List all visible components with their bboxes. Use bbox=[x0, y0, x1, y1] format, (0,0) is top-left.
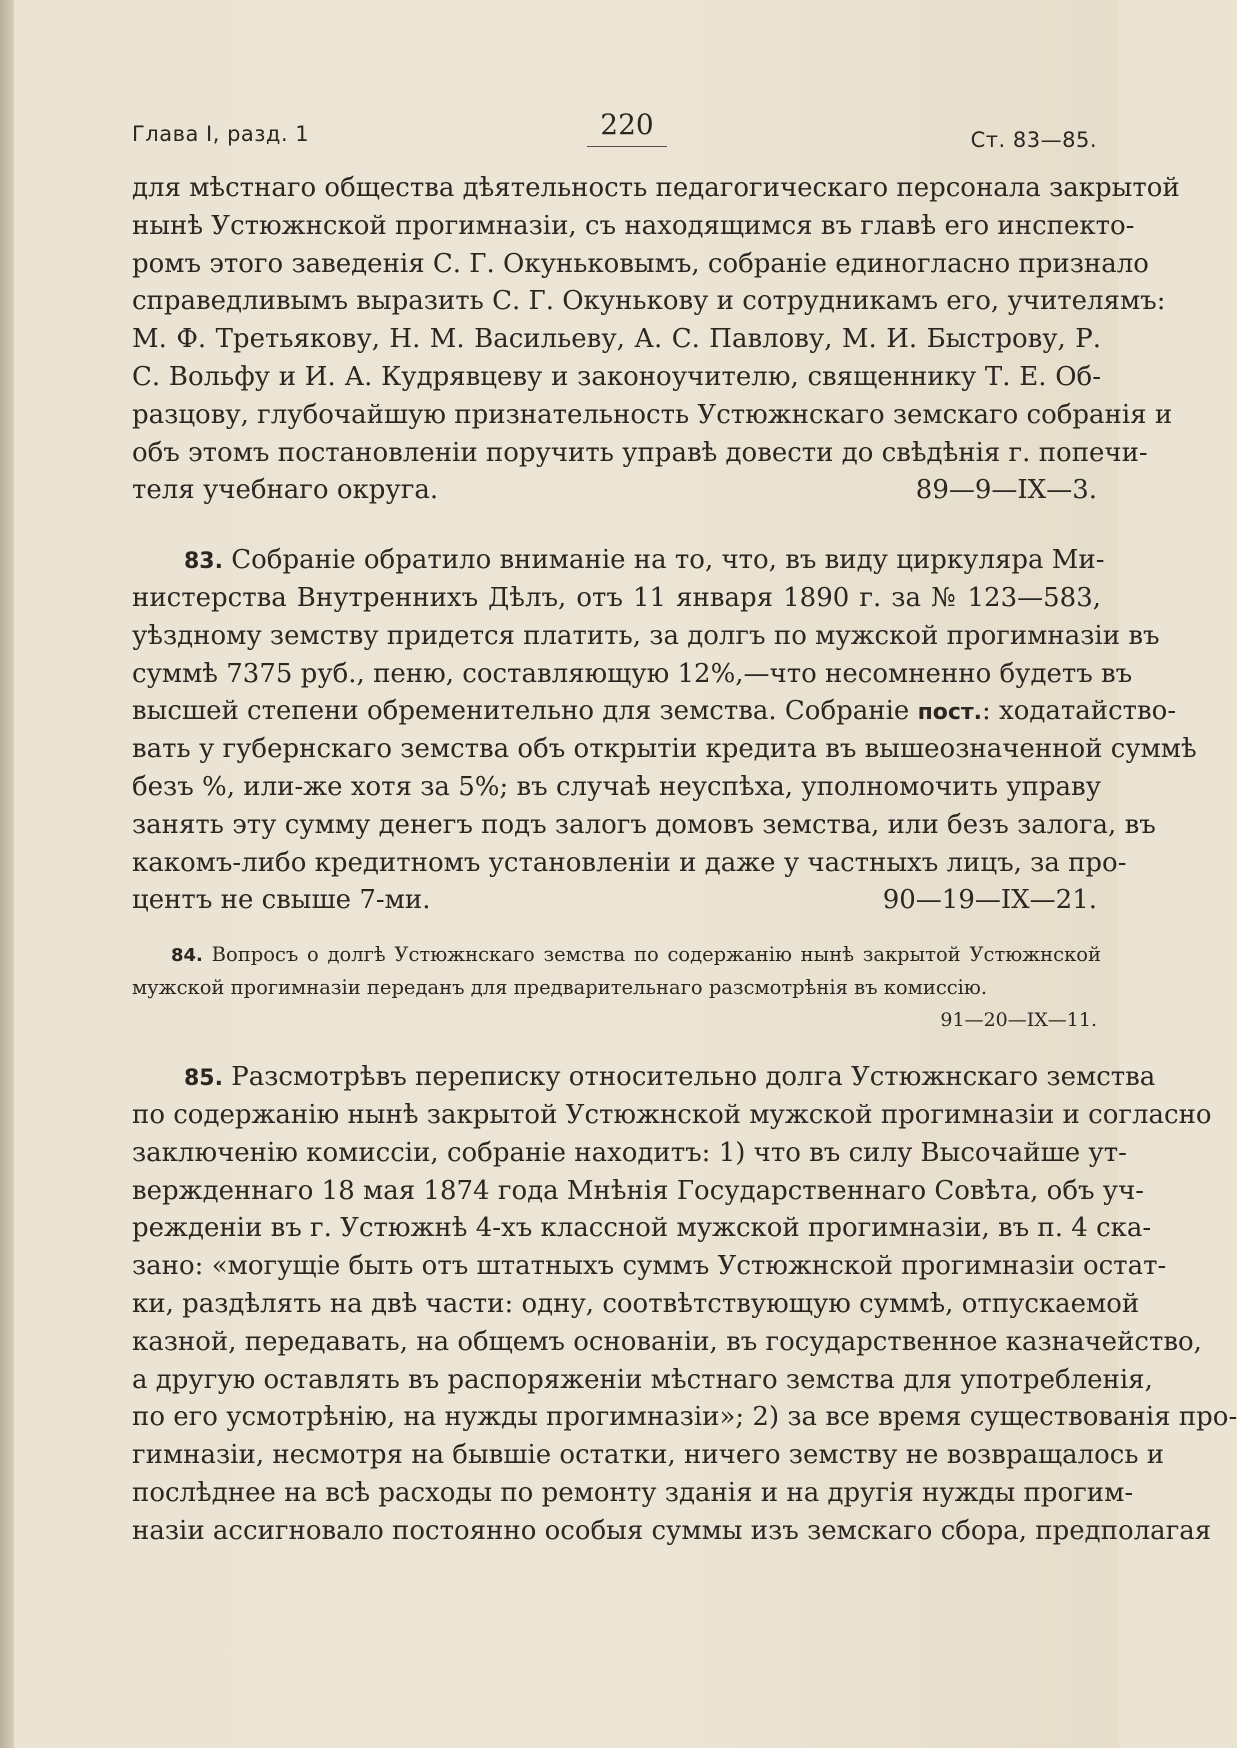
text-line: М. Ф. Третьякову, Н. М. Васильеву, А. С. Павлову, М. И. Быстрову, Р. bbox=[132, 324, 1101, 355]
text-line-with-ref bbox=[132, 472, 1101, 510]
article-83 bbox=[132, 542, 1197, 920]
text-line: назіи ассигновало постоянно особыя суммы изъ земскаго сбора, предполагая bbox=[132, 1515, 1212, 1546]
article-number: 83. bbox=[184, 549, 223, 575]
text-line: объ этомъ постановленіи поручить управѣ довести до свѣдѣнія г. попечи- bbox=[132, 437, 1148, 468]
text-line: 85. Разсмотрѣвъ переписку относительно долга Устюжнскаго земства bbox=[184, 1062, 1156, 1093]
text-line: вать у губернскаго земства объ открытіи кредита въ вышеозначенной суммѣ bbox=[132, 734, 1197, 765]
text-line: ки, раздѣлять на двѣ части: одну, соотвѣтствующую суммѣ, отпускаемой bbox=[132, 1288, 1140, 1319]
text-line: гимназіи, несмотря на бывшіе остатки, ничего земству не возвращалось и bbox=[132, 1440, 1165, 1471]
text-line: какомъ-либо кредитномъ установленіи и даже у частныхъ лицъ, за про- bbox=[132, 847, 1127, 878]
text-line: занять эту сумму денегъ подъ залогъ домовъ земства, или безъ залога, въ bbox=[132, 809, 1156, 840]
text-line: вержденнаго 18 мая 1874 года Мнѣнія Государственнаго Совѣта, объ уч- bbox=[132, 1175, 1145, 1206]
text-line: режденіи въ г. Устюжнѣ 4-хъ классной мужской прогимназіи, въ п. 4 ска- bbox=[132, 1213, 1152, 1244]
text-line: ромъ этого заведенія С. Г. Окуньковымъ, собраніе единогласно признало bbox=[132, 248, 1149, 279]
text-line: нистерства Внутреннихъ Дѣлъ, отъ 11 января 1890 г. за № 123—583, bbox=[132, 582, 1101, 613]
text-line: для мѣстнаго общества дѣятельность педагогическаго персонала закрытой bbox=[132, 173, 1180, 203]
text-line: зано: «могущіе быть отъ штатныхъ суммъ Устюжнской прогимназіи остат- bbox=[132, 1251, 1167, 1282]
text-line: нынѣ Устюжнской прогимназіи, съ находящимся въ главѣ его инспекто- bbox=[132, 210, 1135, 241]
articles-range: Ст. 83—85. bbox=[970, 128, 1097, 152]
text-line: послѣднее на всѣ расходы по ремонту зданія и на другія нужды прогим- bbox=[132, 1477, 1134, 1508]
text-line: высшей степени обременительно для земства. Собраніе пост.: ходатайство- bbox=[132, 696, 1177, 727]
article-84 bbox=[132, 938, 1101, 1037]
text-line: центъ не свыше 7-ми. bbox=[132, 885, 431, 916]
text-line: по его усмотрѣнію, на нужды прогимназіи»; 2) за все время существованія про- bbox=[132, 1402, 1237, 1433]
text-line: а другую оставлять въ распоряженіи мѣстнаго земства для употребленія, bbox=[132, 1364, 1153, 1395]
text-line-with-ref bbox=[132, 882, 1101, 920]
text-line: по содержанію нынѣ закрытой Устюжнской мужской прогимназіи и согласно bbox=[132, 1099, 1212, 1130]
resolution-ref: 91—20—IX—11. bbox=[940, 1009, 1097, 1032]
article-number: 85. bbox=[184, 1066, 223, 1092]
text-line: суммѣ 7375 руб., пеню, составляющую 12%,—что несомненно будетъ въ bbox=[132, 658, 1133, 689]
text-line: заключенію комиссіи, собраніе находитъ: 1) что въ силу Высочайше ут- bbox=[132, 1137, 1127, 1168]
text-line: С. Вольфу и И. А. Кудрявцеву и законоучителю, священнику Т. Е. Об- bbox=[132, 361, 1101, 392]
book-spine-shadow bbox=[0, 0, 14, 1748]
text-line: справедливымъ выразить С. Г. Окунькову и сотрудникамъ его, учителямъ: bbox=[132, 286, 1166, 317]
paragraph-continued bbox=[132, 170, 1180, 510]
text-line: уѣздному земству придется платить, за долгъ по мужской прогимназіи въ bbox=[132, 620, 1160, 651]
text-line: 84. Вопросъ о долгѣ Устюжнскаго земства по содержанію нынѣ закрытой Устюжнской bbox=[171, 943, 1101, 967]
page-body bbox=[132, 170, 1237, 1551]
page-number: 220 bbox=[587, 108, 667, 147]
resolution-ref: 90—19—IX—21. bbox=[882, 885, 1097, 916]
text-line: безъ %, или-же хотя за 5%; въ случаѣ неуспѣха, уполномочить управу bbox=[132, 771, 1101, 802]
text-line: теля учебнаго округа. bbox=[132, 475, 439, 506]
article-85 bbox=[132, 1059, 1237, 1550]
text-line: разцову, глубочайшую признательность Устюжнскаго земскаго собранія и bbox=[132, 399, 1173, 430]
text-line: мужской прогимназіи переданъ для предварительнаго разсмотрѣнія въ комиссію. bbox=[132, 976, 988, 1000]
text-line: казной, передавать, на общемъ основаніи, въ государственное казначейство, bbox=[132, 1326, 1202, 1357]
text-line: 83. Собраніе обратило вниманіе на то, что, въ виду циркуляра Ми- bbox=[184, 545, 1105, 576]
page-header bbox=[132, 108, 1097, 164]
decision-mark: пост. bbox=[917, 700, 983, 726]
chapter-label: Глава I, разд. 1 bbox=[132, 122, 310, 146]
article-number: 84. bbox=[171, 945, 203, 967]
resolution-ref: 89—9—IX—3. bbox=[915, 475, 1097, 506]
